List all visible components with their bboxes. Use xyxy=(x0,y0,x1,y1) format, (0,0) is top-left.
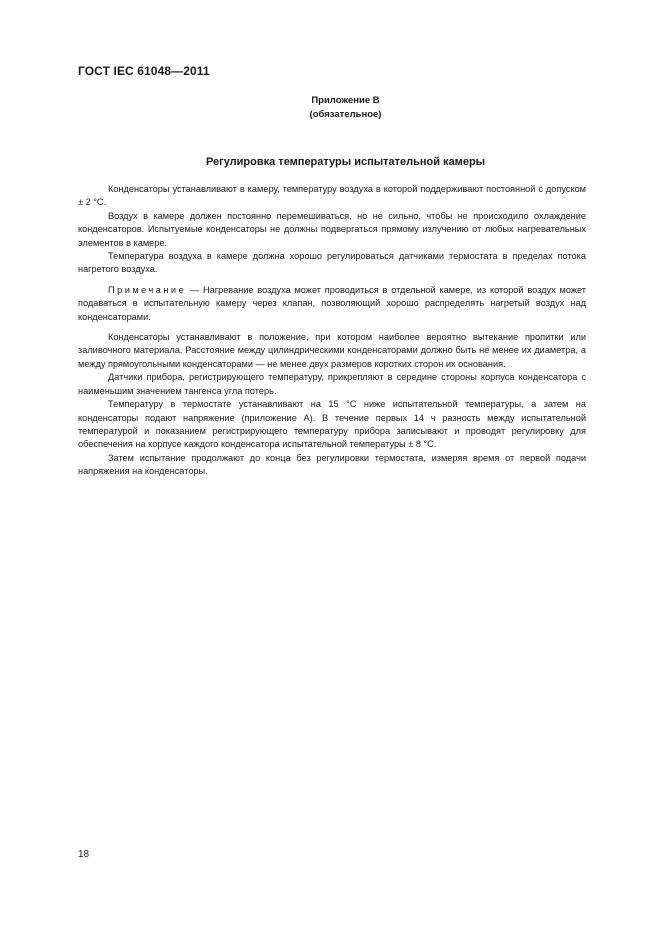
paragraph: Температуру в термостате устанавливают на 15 °С ниже испытательной температуры, а затем на конденсаторы подают напряжение (приложение А). В течение первых 14 ч разность между испытательной температурой и показанием регистрирующего температуру прибора записывают и проводят регулировку для обеспечения на корпусе каждого конденсатора испытательной температуры ± 8 °С. xyxy=(78,399,586,450)
paragraph: Затем испытание продолжают до конца без регулировки термостата, измеряя время от первой подачи напряжения на конденсаторы. xyxy=(78,452,586,477)
page-number: 18 xyxy=(78,849,90,860)
section-title-text: Регулировка температуры испытательной камеры xyxy=(205,156,486,168)
note-paragraph xyxy=(78,284,586,324)
note-text: — Нагревание воздуха может проводиться в отдельной камере, из которой воздух может подаваться в испытательную камеру через клапан, позволяющий хорошо распределять нагретый воздух над конденсаторами. xyxy=(78,284,586,322)
paragraph: Датчики прибора, регистрирующего температуру, прикрепляют в середине стороны корпуса конденсатора с наименьшим значением тангенса угла потерь. xyxy=(78,372,586,396)
paragraph: Воздух в камере должен постоянно перемешиваться, но не сильно, чтобы не происходило охлаждение конденсаторов. Испытуемые конденсаторы не должны подвергаться прямому излучению от любых нагревательных элементов в камере. xyxy=(78,210,586,248)
appendix-status: (обязательное) xyxy=(309,109,382,120)
document-body xyxy=(78,183,586,479)
paragraph: Температура воздуха в камере должна хорошо регулироваться датчиками термостата в пределах потока нагретого воздуха. xyxy=(78,251,586,275)
note-label: Примечание xyxy=(108,284,187,295)
paragraph: Конденсаторы устанавливают в положение, при котором наиболее вероятно вытекание пропитки или заливочного материала. Расстояние между цилиндрическими конденсаторами должно быть не менее их диаметра, а между прямоугольными конденсаторами — не менее двух размеров коротких сторон их основания. xyxy=(78,332,586,369)
document-header: ГОСТ IEC 61048—2011 xyxy=(78,64,210,78)
section-title xyxy=(0,156,661,168)
paragraph: Конденсаторы устанавливают в камеру, температуру воздуха в которой поддерживают постоянной с допуском ± 2 °С. xyxy=(78,184,586,208)
appendix-heading xyxy=(0,94,661,122)
appendix-label: Приложение В xyxy=(311,95,380,106)
